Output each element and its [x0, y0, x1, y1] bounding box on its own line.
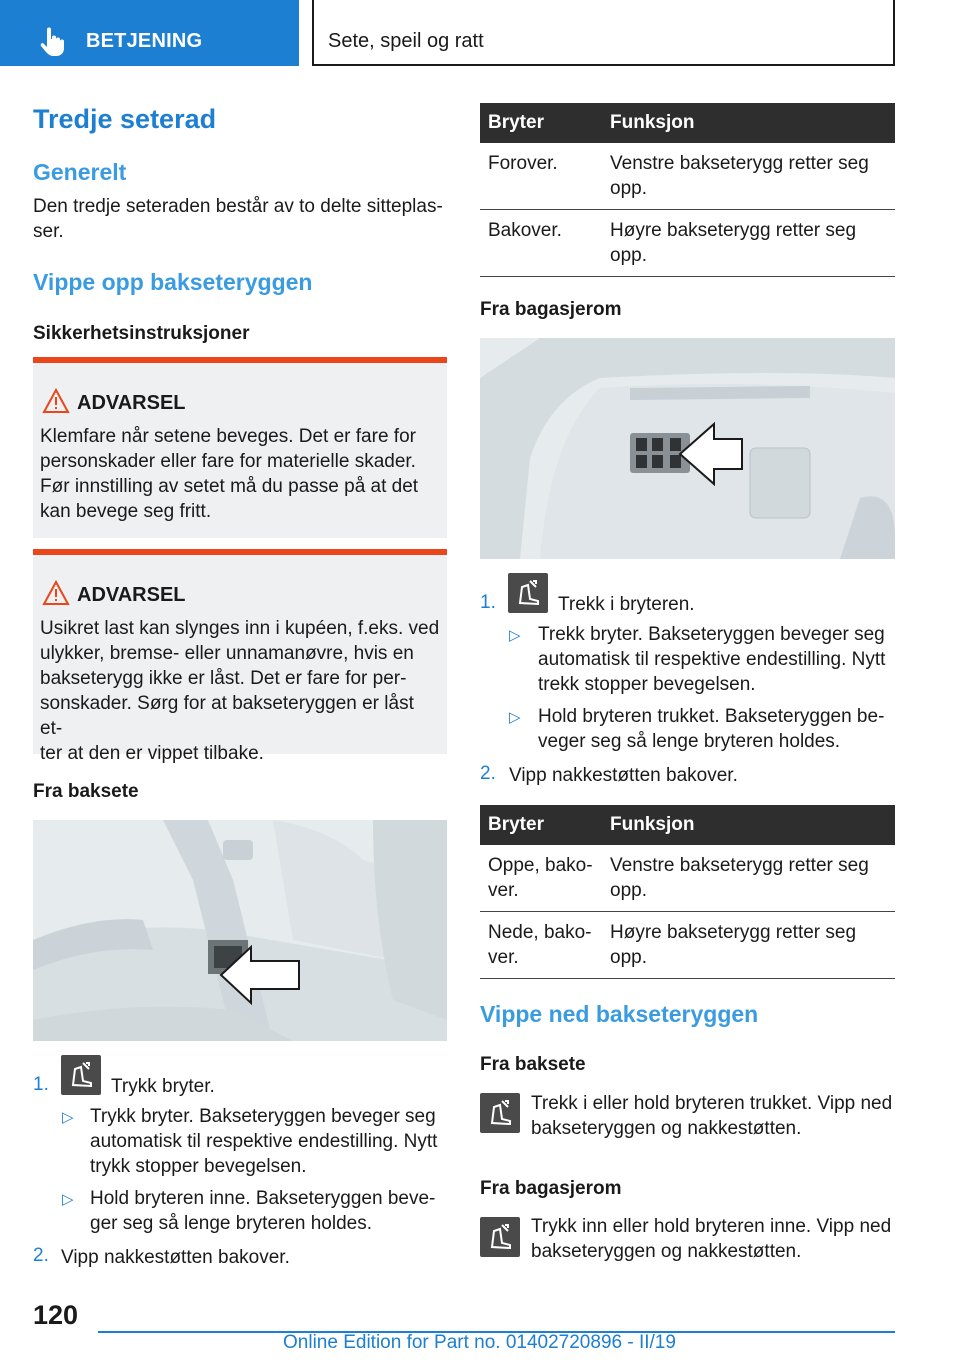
warning-text — [40, 616, 441, 766]
warning-title: ADVARSEL — [77, 584, 186, 606]
seat-switch-icon — [480, 1217, 520, 1257]
table-cell: Venstre bakseterygg retter seg opp. — [602, 143, 895, 210]
footer-edition[interactable]: Online Edition for Part no. 01402720896 - II/19 — [283, 1332, 676, 1353]
trunk-illustration — [480, 338, 895, 559]
bullet-icon: ▷ — [509, 709, 521, 726]
seat-switch-icon — [508, 573, 548, 613]
section-tab[interactable] — [0, 0, 299, 66]
sikkerhet-heading: Sikkerhetsinstruksjoner — [33, 323, 250, 344]
warning-line: personskader eller fare for materielle skader. — [40, 451, 416, 472]
vippe-opp-heading: Vippe opp bakseteryggen — [33, 269, 313, 295]
table-row — [480, 845, 895, 912]
section-label: BETJENING — [86, 30, 203, 52]
warning-box-2 — [33, 549, 447, 764]
bullet-line: veger seg så lenge bryteren holdes. — [538, 731, 841, 752]
rear-seat-illustration — [33, 820, 447, 1041]
table-header-row — [480, 805, 895, 845]
instruction-text — [531, 1091, 892, 1141]
warning-title: ADVARSEL — [77, 392, 186, 414]
step-number: 2. — [33, 1245, 49, 1266]
warning-text — [40, 424, 441, 524]
instruction-line: Trekk i eller hold bryteren trukket. Vipp ned — [531, 1093, 893, 1114]
table-header: Funksjon — [602, 805, 895, 845]
chapter-header — [312, 0, 895, 66]
step-number: 1. — [480, 592, 496, 613]
instruction-line: Trykk inn eller hold bryteren inne. Vipp ned — [531, 1216, 892, 1237]
warning-line: ulykker, bremse- eller unnamanøvre, hvis en — [40, 643, 414, 664]
warning-box-1 — [33, 357, 447, 538]
table-header-row — [480, 103, 895, 143]
table-row — [480, 143, 895, 210]
seat-switch-icon — [480, 1093, 520, 1133]
warning-line: sonskader. Sørg for at bakseteryggen er låst et- — [40, 693, 414, 739]
warning-triangle-icon — [42, 388, 70, 414]
bullet-text — [90, 1104, 437, 1179]
fra-baksete-heading: Fra baksete — [33, 781, 139, 802]
warning-triangle-icon — [42, 580, 70, 606]
table-cell: Bakover. — [480, 210, 602, 277]
switch-function-table-2 — [480, 805, 895, 979]
bullet-line: automatisk til respektive endestilling. Nytt — [90, 1131, 438, 1152]
step-text: Trykk bryter. — [111, 1076, 215, 1097]
table-header: Funksjon — [602, 103, 895, 143]
warning-line: ter at den er vippet tilbake. — [40, 743, 264, 764]
page-title: Tredje seterad — [33, 104, 217, 134]
instruction-line: bakseteryggen og nakkestøtten. — [531, 1241, 802, 1262]
fra-bagasjerom-heading: Fra bagasjerom — [480, 299, 622, 320]
warning-line: Før innstilling av setet må du passe på at det — [40, 476, 419, 497]
table-cell: Forover. — [480, 143, 602, 210]
bullet-icon: ▷ — [509, 627, 521, 644]
seat-switch-icon — [61, 1055, 101, 1095]
hand-pointer-icon — [38, 26, 68, 56]
step-number: 2. — [480, 763, 496, 784]
bullet-text — [538, 622, 885, 697]
page-number: 120 — [33, 1300, 79, 1330]
bullet-line: trykk stopper bevegelsen. — [90, 1156, 307, 1177]
bullet-line: trekk stopper bevegelsen. — [538, 674, 756, 695]
chapter-title: Sete, speil og ratt — [328, 30, 484, 52]
warning-line: Usikret last kan slynges inn i kupéen, f.eks. ved — [40, 618, 440, 639]
rear-seat-photo — [33, 820, 447, 1041]
bullet-line: Trekk bryter. Bakseteryggen beveger seg — [538, 624, 885, 645]
generelt-text-line-2: ser. — [33, 221, 64, 242]
fra-bagasjerom-heading-2: Fra bagasjerom — [480, 1178, 622, 1199]
bullet-text — [90, 1186, 435, 1236]
table-cell: Høyre bakseterygg retter seg opp. — [602, 210, 895, 277]
fra-baksete-heading-2: Fra baksete — [480, 1054, 586, 1075]
warning-line: Klemfare når setene beveges. Det er fare for — [40, 426, 416, 447]
warning-line: kan bevege seg fritt. — [40, 501, 212, 522]
warning-line: bakseterygg ikke er låst. Det er fare for per- — [40, 668, 407, 689]
table-cell: Venstre bakseterygg retter seg opp. — [602, 845, 895, 912]
vippe-ned-heading: Vippe ned bakseteryggen — [480, 1001, 759, 1027]
table-row — [480, 912, 895, 979]
switch-function-table-1 — [480, 103, 895, 277]
bullet-icon: ▷ — [62, 1109, 74, 1126]
table-header: Bryter — [480, 805, 602, 845]
table-header: Bryter — [480, 103, 602, 143]
generelt-heading: Generelt — [33, 159, 127, 185]
step-text: Vipp nakkestøtten bakover. — [61, 1247, 290, 1268]
table-cell: Høyre bakseterygg retter seg opp. — [602, 912, 895, 979]
table-row — [480, 210, 895, 277]
bullet-line: Trykk bryter. Bakseteryggen beveger seg — [90, 1106, 436, 1127]
bullet-line: automatisk til respektive endestilling. Nytt — [538, 649, 886, 670]
bullet-line: Hold bryteren trukket. Bakseteryggen be- — [538, 706, 885, 727]
bullet-icon: ▷ — [62, 1191, 74, 1208]
bullet-text — [538, 704, 884, 754]
step-text: Trekk i bryteren. — [558, 594, 695, 615]
instruction-line: bakseteryggen og nakkestøtten. — [531, 1118, 802, 1139]
table-cell: Nede, bako-ver. — [480, 912, 602, 979]
bullet-line: Hold bryteren inne. Bakseteryggen beve- — [90, 1188, 436, 1209]
table-cell: Oppe, bako-ver. — [480, 845, 602, 912]
bullet-line: ger seg så lenge bryteren holdes. — [90, 1213, 373, 1234]
step-number: 1. — [33, 1074, 49, 1095]
instruction-text — [531, 1214, 891, 1264]
generelt-text-line-1: Den tredje seteraden består av to delte sitteplas- — [33, 196, 443, 217]
step-text: Vipp nakkestøtten bakover. — [509, 765, 738, 786]
trunk-photo — [480, 338, 895, 559]
